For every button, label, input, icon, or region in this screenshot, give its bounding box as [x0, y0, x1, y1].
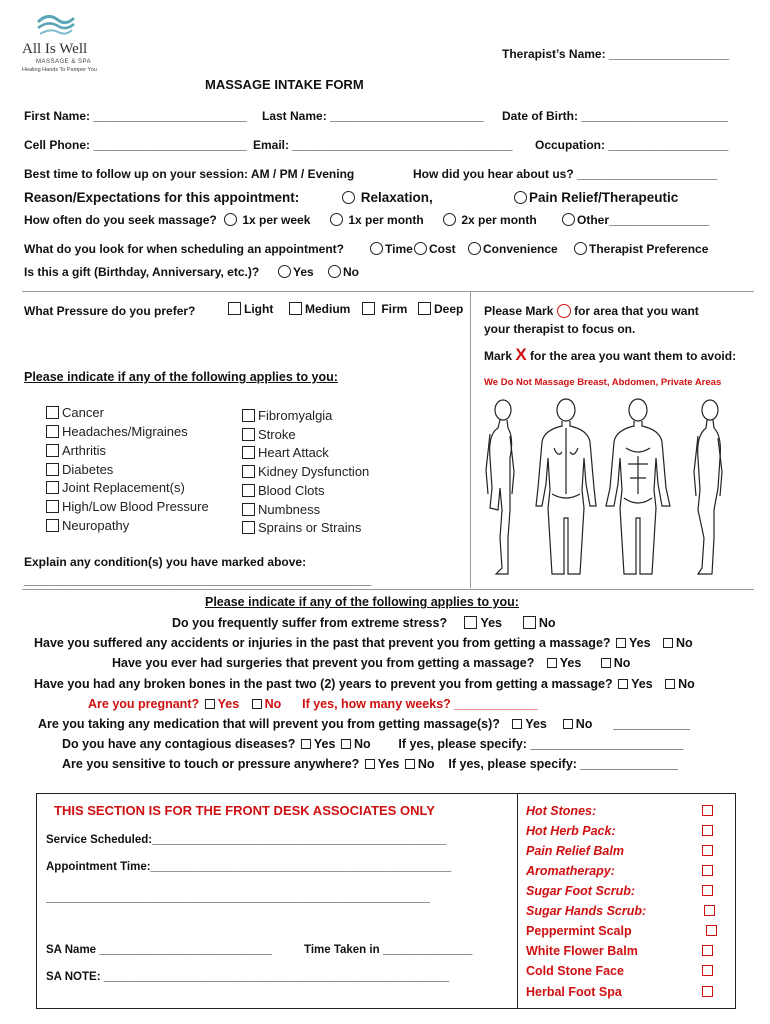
question-accidents: Have you suffered any accidents or injuries in the past that prevent you from getting a massage? Yes No: [34, 636, 693, 650]
checkbox-icon[interactable]: [616, 638, 626, 648]
checkbox-icon[interactable]: [242, 446, 255, 459]
mark-instruction-3: Mark X for the area you want them to avoid:: [484, 345, 737, 364]
questions-heading: Please indicate if any of the following applies to you:: [205, 595, 519, 609]
checkbox-icon[interactable]: [46, 463, 59, 476]
logo: [22, 12, 102, 74]
question-surgeries: Have you ever had surgeries that prevent you from getting a massage? Yes No: [112, 656, 631, 670]
checkbox-icon[interactable]: [46, 406, 59, 419]
condition-fibromyalgia[interactable]: Fibromyalgia: [242, 408, 332, 423]
radio-icon[interactable]: [514, 191, 527, 204]
often-1x-week[interactable]: 1x per week: [222, 213, 310, 227]
checkbox-icon[interactable]: [464, 616, 477, 629]
gift-no[interactable]: No: [326, 265, 359, 279]
radio-icon[interactable]: [443, 213, 456, 226]
question-contagious: Do you have any contagious diseases? Yes No If yes, please specify: ______________________: [62, 737, 684, 751]
checkbox-icon[interactable]: [704, 905, 715, 916]
checkbox-icon[interactable]: [205, 699, 215, 709]
lookfor-therapist[interactable]: Therapist Preference: [572, 242, 708, 256]
checkbox-icon[interactable]: [46, 481, 59, 494]
occupation-field[interactable]: Occupation: __________________: [535, 138, 729, 152]
body-front-view: [606, 399, 670, 574]
massage-warning: We Do Not Massage Breast, Abdomen, Private Areas: [484, 377, 722, 388]
service-item[interactable]: Cold Stone Face: [526, 964, 624, 978]
checkbox-icon[interactable]: [663, 638, 673, 648]
condition-heart-attack[interactable]: Heart Attack: [242, 445, 329, 460]
condition-kidney[interactable]: Kidney Dysfunction: [242, 464, 369, 479]
checkbox-icon[interactable]: [365, 759, 375, 769]
radio-icon[interactable]: [574, 242, 587, 255]
service-item[interactable]: Hot Herb Pack:: [526, 824, 616, 838]
best-time-field[interactable]: Best time to follow up on your session: AM / PM / Evening: [24, 167, 355, 181]
logo-name: All Is Well: [22, 41, 88, 57]
checkbox-icon[interactable]: [523, 616, 536, 629]
checkbox-icon[interactable]: [242, 503, 255, 516]
checkbox-icon[interactable]: [228, 302, 241, 315]
logo-sub2: Healing Hands To Pamper You: [22, 67, 97, 73]
red-x-icon: X: [515, 345, 527, 364]
checkbox-icon[interactable]: [702, 945, 713, 956]
checkbox-icon[interactable]: [362, 302, 375, 315]
checkbox-icon[interactable]: [702, 845, 713, 856]
body-diagram: [478, 398, 740, 576]
condition-cancer[interactable]: Cancer: [46, 405, 104, 420]
often-label: How often do you seek massage?: [24, 213, 217, 227]
reason-label: Reason/Expectations for this appointment:: [24, 190, 300, 205]
question-pregnant: Are you pregnant? Yes No If yes, how many weeks? ____________: [88, 697, 538, 711]
dob-field[interactable]: Date of Birth: ______________________: [502, 109, 729, 123]
hear-about-field[interactable]: How did you hear about us? _____________________: [413, 167, 718, 181]
checkbox-icon[interactable]: [46, 500, 59, 513]
often-other[interactable]: Other_______________: [560, 213, 709, 227]
radio-icon[interactable]: [342, 191, 355, 204]
radio-icon[interactable]: [328, 265, 341, 278]
checkbox-icon[interactable]: [702, 825, 713, 836]
checkbox-icon[interactable]: [547, 658, 557, 668]
checkbox-icon[interactable]: [665, 679, 675, 689]
service-item[interactable]: Hot Stones:: [526, 804, 597, 818]
condition-joint[interactable]: Joint Replacement(s): [46, 480, 185, 495]
service-item[interactable]: Herbal Foot Spa: [526, 985, 622, 999]
checkbox-icon[interactable]: [706, 925, 717, 936]
service-item[interactable]: White Flower Balm: [526, 944, 638, 958]
body-back-view: [536, 399, 596, 574]
cell-phone-field[interactable]: Cell Phone: _______________________: [24, 138, 247, 152]
checkbox-icon[interactable]: [601, 658, 611, 668]
mark-instruction-1: Please Mark for area that you want: [484, 304, 699, 318]
divider: [22, 589, 754, 590]
checkbox-icon[interactable]: [418, 302, 431, 315]
pressure-light[interactable]: Light: [228, 302, 273, 316]
condition-blood-pressure[interactable]: High/Low Blood Pressure: [46, 499, 209, 514]
checkbox-icon[interactable]: [702, 986, 713, 997]
service-item[interactable]: Sugar Hands Scrub:: [526, 904, 647, 918]
checkbox-icon[interactable]: [301, 739, 311, 749]
often-2x-month[interactable]: 2x per month: [441, 213, 537, 227]
body-side-view-2: [694, 400, 722, 574]
pressure-firm[interactable]: Firm: [362, 302, 407, 316]
lookfor-cost[interactable]: Cost: [412, 242, 456, 256]
often-1x-month[interactable]: 1x per month: [328, 213, 424, 227]
checkbox-icon[interactable]: [242, 521, 255, 534]
checkbox-icon[interactable]: [563, 719, 573, 729]
pressure-label: What Pressure do you prefer?: [24, 304, 196, 318]
form-title: MASSAGE INTAKE FORM: [205, 77, 364, 92]
checkbox-icon[interactable]: [242, 409, 255, 422]
service-item[interactable]: Aromatherapy:: [526, 864, 615, 878]
time-taken-field[interactable]: Time Taken in ______________: [304, 944, 473, 956]
checkbox-icon[interactable]: [46, 519, 59, 532]
checkbox-icon[interactable]: [242, 484, 255, 497]
blank-line-field[interactable]: ____________________________________________________________: [46, 892, 430, 904]
checkbox-icon[interactable]: [46, 444, 59, 457]
first-name-field[interactable]: First Name: _______________________: [24, 109, 247, 123]
radio-icon[interactable]: [278, 265, 291, 278]
question-broken-bones: Have you had any broken bones in the past two (2) years to prevent you from getting a massage? Yes No: [34, 677, 695, 691]
service-item[interactable]: Peppermint Scalp: [526, 924, 632, 938]
pressure-deep[interactable]: Deep: [418, 302, 463, 316]
radio-icon[interactable]: [224, 213, 237, 226]
condition-diabetes[interactable]: Diabetes: [46, 462, 113, 477]
lookfor-time[interactable]: Time: [368, 242, 413, 256]
condition-numbness[interactable]: Numbness: [242, 502, 320, 517]
sa-name-field[interactable]: SA Name ___________________________: [46, 944, 272, 956]
checkbox-icon[interactable]: [242, 465, 255, 478]
divider: [22, 291, 754, 292]
service-item[interactable]: Pain Relief Balm: [526, 844, 624, 858]
condition-arthritis[interactable]: Arthritis: [46, 443, 106, 458]
front-desk-inner-divider: [517, 793, 518, 1009]
appointment-time-field[interactable]: Appointment Time:_______________________________________________: [46, 861, 452, 873]
checkbox-icon[interactable]: [341, 739, 351, 749]
therapist-name: Therapist’s Name: __________________: [502, 47, 730, 61]
explain-label: Explain any condition(s) you have marked above:: [24, 555, 307, 569]
checkbox-icon[interactable]: [46, 425, 59, 438]
conditions-heading: Please indicate if any of the following applies to you:: [24, 370, 338, 384]
checkbox-icon[interactable]: [512, 719, 522, 729]
reason-relaxation[interactable]: Relaxation,: [340, 190, 433, 205]
question-sensitive: Are you sensitive to touch or pressure anywhere? Yes No If yes, please specify: ______________: [62, 757, 678, 771]
body-side-view-1: [486, 400, 514, 574]
logo-waves-icon: [36, 12, 76, 38]
condition-headaches[interactable]: Headaches/Migraines: [46, 424, 188, 439]
question-medication: Are you taking any medication that will prevent you from getting massage(s)? Yes No ___________: [38, 717, 690, 731]
checkbox-icon[interactable]: [252, 699, 262, 709]
service-scheduled-field[interactable]: Service Scheduled:______________________________________________: [46, 834, 447, 846]
checkbox-icon[interactable]: [702, 885, 713, 896]
red-circle-icon: [557, 304, 571, 318]
reason-pain-relief[interactable]: Pain Relief/Therapeutic: [512, 190, 678, 205]
radio-icon[interactable]: [468, 242, 481, 255]
question-stress: Do you frequently suffer from extreme stress? Yes No: [172, 616, 556, 630]
last-name-field[interactable]: Last Name: _______________________: [262, 109, 484, 123]
checkbox-icon[interactable]: [618, 679, 628, 689]
lookfor-label: What do you look for when scheduling an appointment?: [24, 242, 344, 256]
condition-blood-clots[interactable]: Blood Clots: [242, 483, 324, 498]
gift-yes[interactable]: Yes: [276, 265, 314, 279]
radio-icon[interactable]: [370, 242, 383, 255]
logo-sub1: MASSAGE & SPA: [36, 59, 92, 65]
service-item[interactable]: Sugar Foot Scrub:: [526, 884, 636, 898]
radio-icon[interactable]: [330, 213, 343, 226]
radio-icon[interactable]: [562, 213, 575, 226]
email-field[interactable]: Email: _________________________________: [253, 138, 513, 152]
condition-neuropathy[interactable]: Neuropathy: [46, 518, 129, 533]
sa-note-field[interactable]: SA NOTE: ______________________________________________________: [46, 971, 450, 983]
checkbox-icon[interactable]: [702, 965, 713, 976]
front-desk-title: THIS SECTION IS FOR THE FRONT DESK ASSOCIATES ONLY: [54, 803, 435, 818]
vertical-divider: [470, 292, 471, 588]
mark-instruction-2: your therapist to focus on.: [484, 322, 636, 336]
radio-icon[interactable]: [414, 242, 427, 255]
checkbox-icon[interactable]: [242, 428, 255, 441]
checkbox-icon[interactable]: [289, 302, 302, 315]
lookfor-convenience[interactable]: Convenience: [466, 242, 558, 256]
gift-label: Is this a gift (Birthday, Anniversary, etc.)?: [24, 265, 260, 279]
condition-sprains[interactable]: Sprains or Strains: [242, 520, 361, 535]
checkbox-icon[interactable]: [702, 805, 713, 816]
checkbox-icon[interactable]: [405, 759, 415, 769]
pressure-medium[interactable]: Medium: [289, 302, 350, 316]
explain-line[interactable]: ____________________________________________________: [24, 573, 372, 587]
checkbox-icon[interactable]: [702, 865, 713, 876]
condition-stroke[interactable]: Stroke: [242, 427, 296, 442]
